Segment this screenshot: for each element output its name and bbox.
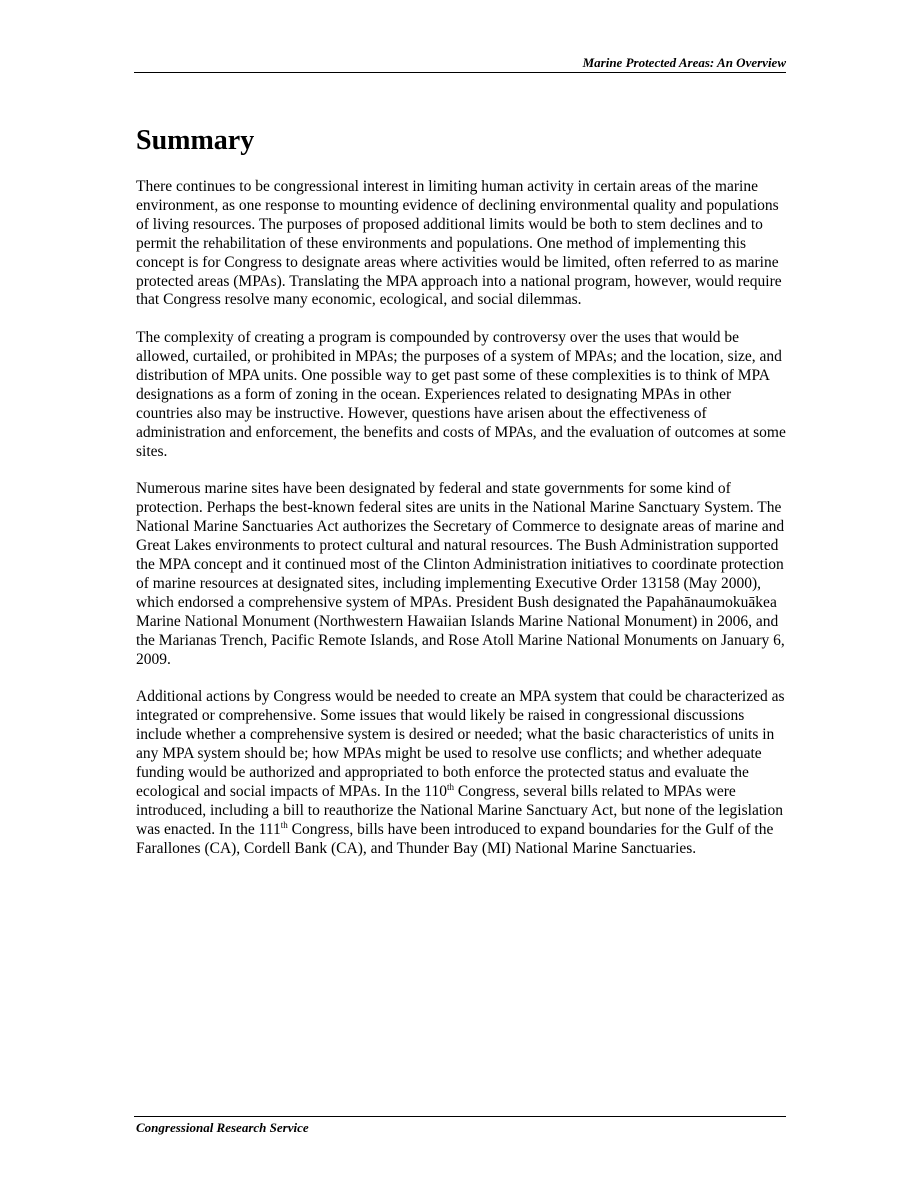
paragraph-4-text-b: Congress, several bills related to MPAs were introduced, including a bill to reauthorize the National Marine Sanctuary Act, but none of the legislation was enacted. In the 111 xyxy=(136,782,783,838)
paragraph-3: Numerous marine sites have been designated by federal and state governments for some kind of protection. Perhaps the best-known federal sites are units in the National Marine Sanctuary System. The National Marine Sanctuaries Act authorizes the Secretary of Commerce to designate areas of marine and Great Lakes environments to protect cultural and natural resources. The Bush Administration supported the MPA concept and it continued most of the Clinton Administration initiatives to coordinate protection of marine resources at designated sites, including implementing Executive Order 13158 (May 2000), which endorsed a comprehensive system of MPAs. President Bush designated the Papahānaumokuākea Marine National Monument (Northwestern Hawaiian Islands Marine National Monument) in 2006, and the Marianas Trench, Pacific Remote Islands, and Rose Atoll Marine National Monuments on January 6, 2009. xyxy=(136,480,785,668)
footer-org: Congressional Research Service xyxy=(136,1120,309,1135)
paragraph-2: The complexity of creating a program is compounded by controversy over the uses that would be allowed, curtailed, or prohibited in MPAs; the purposes of a system of MPAs; and the location, size, and distribution of MPA units. One possible way to get past some of these complexities is to think of MPA designations as a form of zoning in the ocean. Experiences related to designating MPAs in other countries also may be instructive. However, questions have arisen about the effectiveness of administration and enforcement, the benefits and costs of MPAs, and the evaluation of outcomes at some sites. xyxy=(136,329,786,460)
footer-rule xyxy=(134,1116,786,1117)
ordinal-suffix-111: th xyxy=(280,819,288,830)
running-header: Marine Protected Areas: An Overview xyxy=(582,55,786,70)
paragraph-4 xyxy=(136,688,786,858)
header-rule xyxy=(134,72,786,73)
paragraph-4-text-a: Additional actions by Congress would be needed to create an MPA system that could be characterized as integrated or comprehensive. Some issues that would likely be raised in congressional discussions include whether a comprehensive system is desired or needed; what the basic characteristics of units in any MPA system should be; how MPAs might be used to resolve use conflicts; and whether adequate funding would be authorized and appropriated to both enforce the protected status and evaluate the ecological and social impacts of MPAs. In the 110 xyxy=(136,688,785,800)
paragraph-1: There continues to be congressional interest in limiting human activity in certain areas of the marine environment, as one response to mounting evidence of declining environmental quality and populations of living resources. The purposes of proposed additional limits would be both to stem declines and to permit the rehabilitation of these environments and populations. One method of implementing this concept is for Congress to designate areas where activities would be limited, often referred to as marine protected areas (MPAs). Translating the MPA approach into a national program, however, would require that Congress resolve many economic, ecological, and social dilemmas. xyxy=(136,178,782,309)
summary-body xyxy=(136,178,786,877)
paragraph-4-text-c: Congress, bills have been introduced to expand boundaries for the Gulf of the Farallones (CA), Cordell Bank (CA), and Thunder Bay (MI) National Marine Sanctuaries. xyxy=(136,820,774,857)
page-title: Summary xyxy=(136,125,255,156)
ordinal-suffix-110: th xyxy=(446,781,454,792)
